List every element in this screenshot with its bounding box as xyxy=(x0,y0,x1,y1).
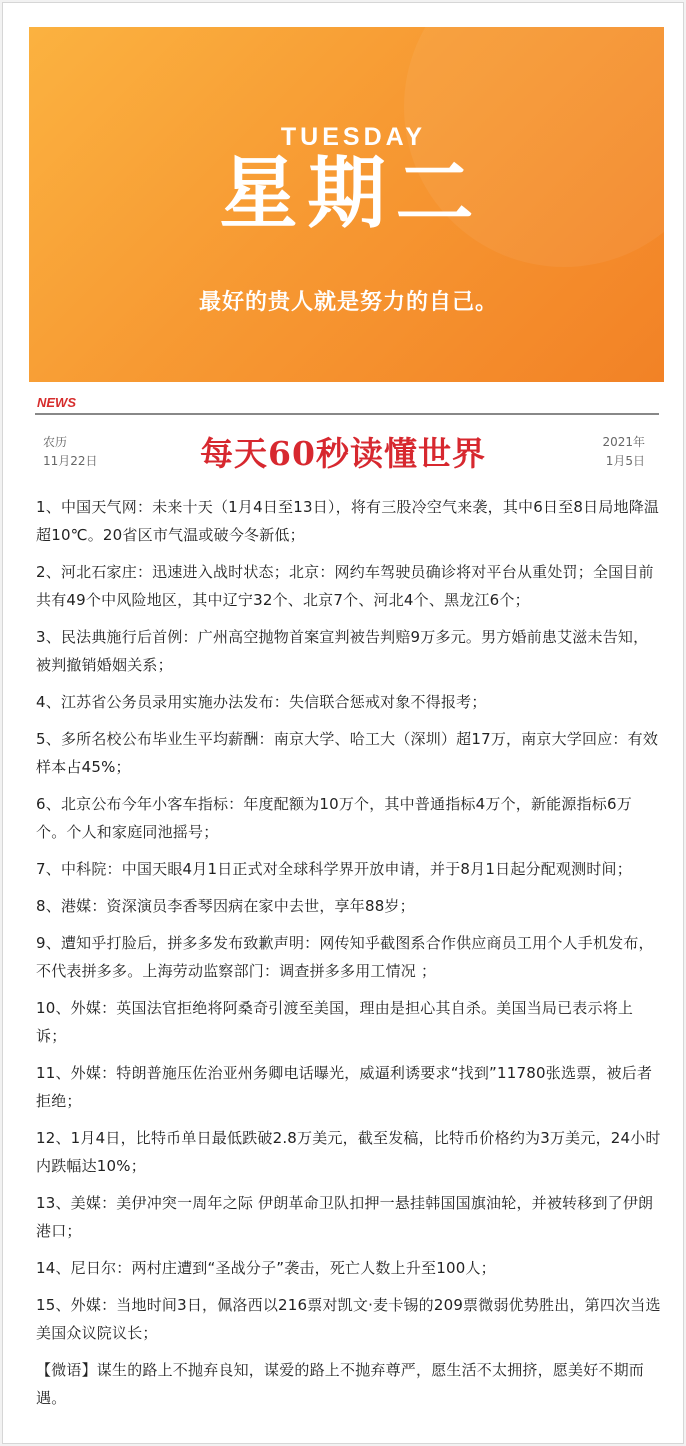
closing-quote: 【微语】谋生的路上不抛弃良知，谋爱的路上不抛弃尊严，愿生活不太拥挤，愿美好不期而遇。 xyxy=(36,1361,645,1407)
list-item: 10、外媒：英国法官拒绝将阿桑奇引渡至美国，理由是担心其自杀。美国当局已表示将上诉； xyxy=(36,999,634,1045)
year-label: 2021年 xyxy=(602,435,645,449)
page-title: 每天60秒读懂世界 xyxy=(200,434,486,473)
list-item: 2、河北石家庄：迅速进入战时状态；北京：网约车驾驶员确诊将对平台从重处罚；全国目前共有49个中风险地区，其中辽宁32个、北京7个、河北4个、黑龙江6个； xyxy=(36,563,654,609)
list-item: 9、遭知乎打脸后，拼多多发布致歉声明：网传知乎截图系合作供应商员工用个人手机发布，不代表拼多多。上海劳动监察部门：调查拼多多用工情况 ； xyxy=(36,934,654,980)
list-item: 12、1月4日，比特币单日最低跌破2.8万美元，截至发稿，比特币价格约为3万美元，24小时内跌幅达10%； xyxy=(36,1129,661,1175)
list-item: 1、中国天气网：未来十天（1月4日至13日），将有三股冷空气来袭，其中6日至8日局地降温超10℃。20省区市气温或破今冬新低； xyxy=(36,498,660,544)
divider xyxy=(35,413,659,415)
list-item: 11、外媒：特朗普施压佐治亚州务卿电话曝光，威逼利诱要求“找到”11780张选票，被后者拒绝； xyxy=(36,1064,653,1110)
list-item: 14、尼日尔：两村庄遭到“圣战分子”袭击，死亡人数上升至100人； xyxy=(36,1259,496,1277)
news-label: NEWS xyxy=(37,395,76,410)
weekday-english: TUESDAY xyxy=(280,123,427,151)
date-label: 1月5日 xyxy=(605,454,645,468)
list-item: 13、美媒：美伊冲突一周年之际 伊朗革命卫队扣押一悬挂韩国国旗油轮，并被转移到了伊朗港口； xyxy=(36,1194,654,1240)
list-item: 6、北京公布今年小客车指标：年度配额为10万个，其中普通指标4万个，新能源指标6万个。个人和家庭同池摇号； xyxy=(36,795,632,841)
lunar-label: 农历 xyxy=(43,435,68,449)
weekday-chinese: 星期二 xyxy=(219,149,484,239)
banner-motto: 最好的贵人就是努力的自己。 xyxy=(198,290,498,315)
list-item: 7、中科院：中国天眼4月1日正式对全球科学界开放申请，并于8月1日起分配观测时间； xyxy=(36,860,632,878)
list-item: 8、港媒：资深演员李香琴因病在家中去世，享年88岁； xyxy=(36,897,415,915)
list-item: 3、民法典施行后首例：广州高空抛物首案宣判被告判赔9万多元。男方婚前患艾滋未告知，被判撤销婚姻关系； xyxy=(36,628,649,674)
news-list xyxy=(36,493,662,1421)
list-item: 4、江苏省公务员录用实施办法发布：失信联合惩戒对象不得报考； xyxy=(36,693,487,711)
lunar-date-value: 11月22日 xyxy=(43,454,98,468)
gregorian-date xyxy=(602,433,645,471)
header-banner xyxy=(29,27,664,382)
list-item: 5、多所名校公布毕业生平均薪酬：南京大学、哈工大（深圳）超17万，南京大学回应：有效样本占45%； xyxy=(36,730,659,776)
page-frame xyxy=(2,2,684,1444)
list-item: 15、外媒：当地时间3日，佩洛西以216票对凯文·麦卡锡的209票微弱优势胜出，第四次当选美国众议院议长； xyxy=(36,1296,661,1342)
